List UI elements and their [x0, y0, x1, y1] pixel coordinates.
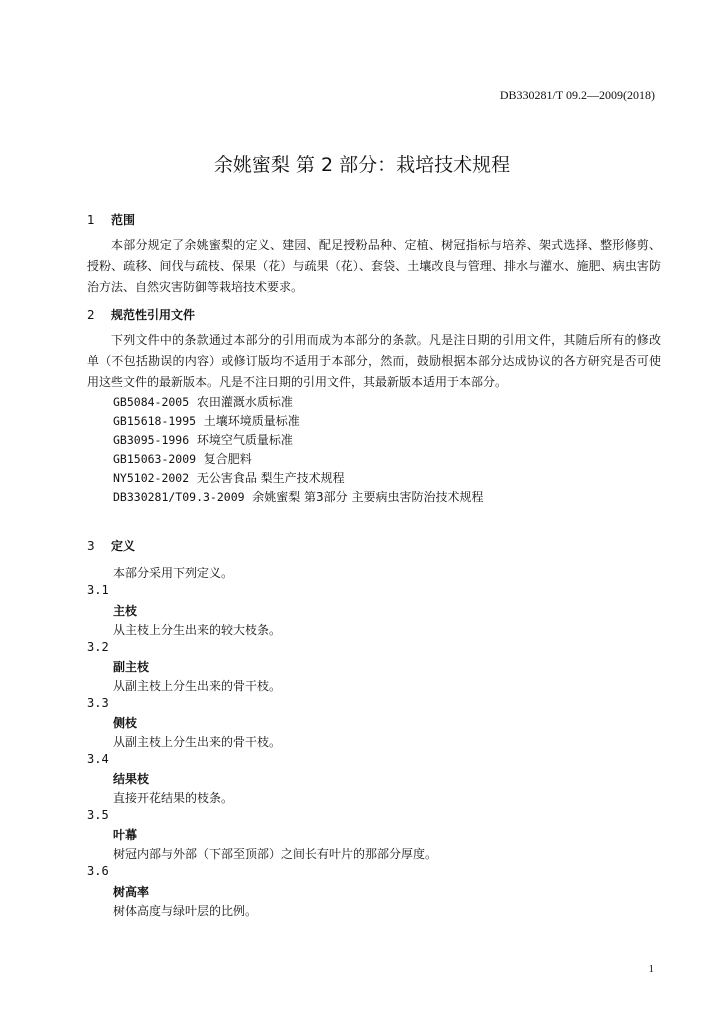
definition-number: 3.6 — [87, 864, 109, 878]
reference-item — [113, 488, 483, 505]
definition-text: 从主枝上分生出来的较大枝条。 — [113, 623, 282, 637]
section-number: 3 — [87, 539, 95, 553]
definition-term: 侧枝 — [113, 716, 138, 730]
definition-text: 从副主枝上分生出来的骨干枝。 — [113, 679, 282, 693]
definition-text: 树体高度与绿叶层的比例。 — [113, 904, 258, 918]
definition-text: 从副主枝上分生出来的骨干枝。 — [113, 735, 282, 749]
definition-term: 树高率 — [113, 885, 150, 899]
section-heading-scope — [87, 211, 135, 228]
reference-code: DB330281/T09.3-2009 — [113, 490, 245, 504]
reference-name: 土壤环境质量标准 — [203, 414, 300, 428]
section-number: 1 — [87, 213, 95, 227]
section-number: 2 — [87, 308, 95, 322]
section-title: 规范性引用文件 — [111, 308, 196, 322]
document-code: DB330281/T 09.2—2009(2018) — [499, 88, 655, 102]
reference-name: 复合肥料 — [203, 452, 252, 466]
scope-paragraph: 本部分规定了余姚蜜梨的定义、建园、配足授粉品种、定植、树冠指标与培养、架式选择、整形修剪、授粉、疏移、间伐与疏枝、保果（花）与疏果（花）、套袋、土壤改良与管理、排水与灌水、施肥、病虫害防治方法、自然灾害防御等栽培技术要求。 — [87, 238, 661, 294]
definition-number: 3.4 — [87, 752, 109, 766]
definition-text: 树冠内部与外部（下部至顶部）之间长有叶片的那部分厚度。 — [113, 847, 438, 861]
definition-number: 3.1 — [87, 583, 109, 597]
reference-code: NY5102-2002 — [113, 471, 190, 485]
normative-paragraph: 下列文件中的条款通过本部分的引用而成为本部分的条款。凡是注日期的引用文件，其随后所有的修改单（不包括勘误的内容）或修订版均不适用于本部分，然而，鼓励根据本部分达成协议的各方研究是否可使用这些文件的最新版本。凡是不注日期的引用文件，其最新版本适用于本部分。 — [87, 333, 661, 389]
definition-term: 结果枝 — [113, 772, 150, 786]
reference-item — [113, 450, 252, 467]
definitions-intro: 本部分采用下列定义。 — [113, 566, 234, 580]
section-heading-normative — [87, 306, 195, 323]
definition-term: 叶幕 — [113, 828, 138, 842]
reference-code: GB5084-2005 — [113, 395, 190, 409]
reference-code: GB3095-1996 — [113, 433, 190, 447]
definition-number: 3.2 — [87, 640, 109, 654]
reference-item — [113, 431, 293, 448]
section-heading-definitions — [87, 537, 135, 554]
reference-code: GB15618-1995 — [113, 414, 197, 428]
definition-number: 3.3 — [87, 696, 109, 710]
definition-term: 副主枝 — [113, 660, 150, 674]
reference-name: 无公害食品 梨生产技术规程 — [196, 471, 345, 485]
reference-item — [113, 412, 300, 429]
reference-item — [113, 393, 293, 410]
page-title: 余姚蜜梨 第 2 部分：栽培技术规程 — [213, 154, 511, 176]
definition-term: 主枝 — [113, 604, 138, 618]
definition-number: 3.5 — [87, 808, 109, 822]
reference-name: 余姚蜜梨 第3部分 主要病虫害防治技术规程 — [252, 490, 484, 504]
reference-name: 环境空气质量标准 — [196, 433, 293, 447]
definition-text: 直接开花结果的枝条。 — [113, 791, 234, 805]
section-title: 范围 — [111, 213, 136, 227]
reference-item — [113, 469, 345, 486]
reference-code: GB15063-2009 — [113, 452, 197, 466]
reference-name: 农田灌溉水质标准 — [196, 395, 293, 409]
page-number: 1 — [648, 963, 654, 975]
section-title: 定义 — [111, 539, 136, 553]
